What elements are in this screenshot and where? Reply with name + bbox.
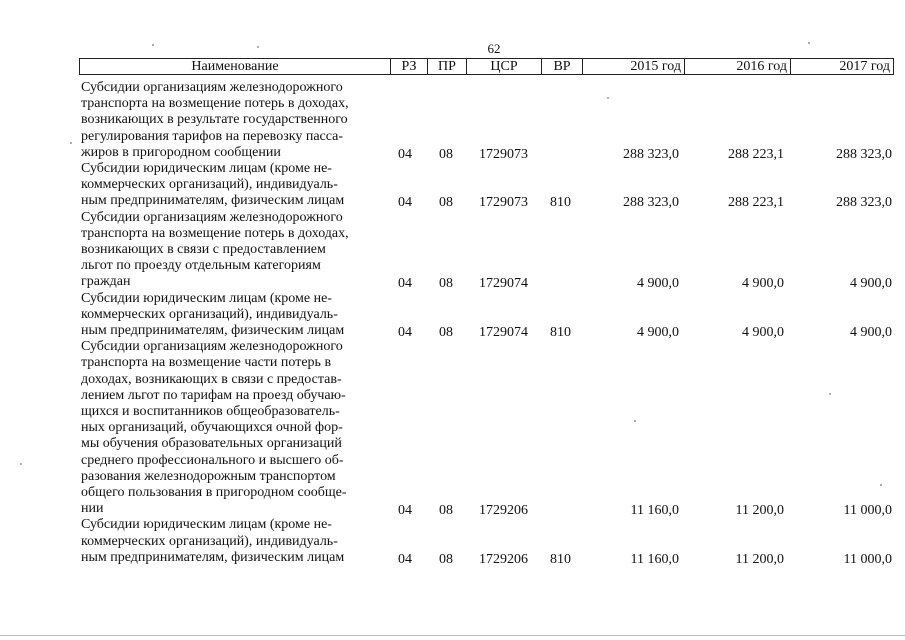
row-rz: 04 — [398, 276, 412, 292]
row-2016: 11 200,0 — [735, 551, 784, 567]
description-line: Субсидии организациям железнодорожного — [81, 339, 343, 355]
description-line: возникающих в связи с предоставлением — [81, 241, 326, 257]
row-vr: 810 — [550, 551, 571, 567]
row-pr: 08 — [439, 503, 453, 519]
row-2015: 11 160,0 — [630, 551, 679, 567]
scan-speck — [880, 484, 882, 486]
description-line: регулирования тарифов на перевозку пасса- — [81, 128, 344, 144]
scan-speck — [152, 44, 154, 46]
row-rz: 04 — [398, 324, 412, 340]
table-row — [81, 80, 894, 161]
description-line: ным предпринимателям, физическим лицам — [81, 549, 345, 565]
description-line: коммерческих организаций), индивидуаль- — [81, 177, 338, 193]
description-line: транспорта на возмещение потерь в доходах, — [81, 96, 349, 112]
description-line: Субсидии юридическим лицам (кроме не- — [81, 290, 332, 306]
row-rz: 04 — [398, 503, 412, 519]
description-line: транспорта на возмещение части потерь в — [81, 355, 332, 371]
row-2016: 4 900,0 — [742, 276, 784, 292]
scan-speck — [829, 393, 831, 395]
header-pr: ПР — [427, 59, 466, 74]
description-line: мы обучения образовательных организаций — [81, 436, 342, 452]
row-pr: 08 — [439, 324, 453, 340]
row-2015: 4 900,0 — [637, 324, 679, 340]
header-2016: 2016 год — [684, 59, 790, 74]
table-row — [81, 339, 894, 517]
row-2015: 11 160,0 — [630, 503, 679, 519]
row-2017: 288 323,0 — [836, 146, 892, 162]
description-line: разования железнодорожным транспортом — [81, 468, 336, 484]
scan-speck — [607, 97, 609, 99]
table-row — [81, 517, 894, 566]
scan-speck — [257, 46, 259, 48]
row-2017: 4 900,0 — [850, 276, 892, 292]
row-2016: 288 223,1 — [728, 146, 784, 162]
description-line: жиров в пригородном сообщении — [81, 144, 281, 160]
scan-speck — [70, 142, 72, 144]
description-line: транспорта на возмещение потерь в доходах, — [81, 225, 349, 241]
row-description — [81, 210, 387, 291]
scan-speck — [20, 463, 22, 465]
description-line: Субсидии организациям железнодорожного — [81, 209, 343, 225]
row-description — [81, 80, 387, 161]
row-2016: 4 900,0 — [742, 324, 784, 340]
row-csr: 1729073 — [479, 146, 528, 162]
description-line: коммерческих организаций), индивидуаль- — [81, 306, 338, 322]
description-line: общего пользования в пригородном сообще- — [81, 484, 347, 500]
row-pr: 08 — [439, 195, 453, 211]
description-line: граждан — [81, 274, 131, 290]
description-line: ным предпринимателям, физическим лицам — [81, 322, 345, 338]
description-line: нии — [81, 501, 104, 517]
row-2015: 4 900,0 — [637, 276, 679, 292]
row-2016: 11 200,0 — [735, 503, 784, 519]
row-vr: 810 — [550, 195, 571, 211]
row-description — [81, 339, 387, 517]
row-vr: 810 — [550, 324, 571, 340]
row-rz: 04 — [398, 551, 412, 567]
description-line: щихся и воспитанников общеобразователь- — [81, 403, 340, 419]
row-csr: 1729074 — [479, 276, 528, 292]
row-2017: 11 000,0 — [843, 551, 892, 567]
description-line: льгот по проезду отдельным категориям — [81, 258, 321, 274]
row-pr: 08 — [439, 146, 453, 162]
row-pr: 08 — [439, 551, 453, 567]
table-row — [81, 210, 894, 291]
row-csr: 1729206 — [479, 551, 528, 567]
description-line: ных организаций, обучающихся очной фор- — [81, 420, 343, 436]
table-header — [79, 58, 894, 75]
description-line: среднего профессионального и высшего об- — [81, 452, 344, 468]
description-line: Субсидии юридическим лицам (кроме не- — [81, 161, 332, 176]
row-rz: 04 — [398, 146, 412, 162]
row-description — [81, 291, 387, 340]
row-2017: 11 000,0 — [843, 503, 892, 519]
row-2017: 288 323,0 — [836, 195, 892, 211]
row-description — [81, 161, 387, 210]
header-name: Наименование — [191, 59, 279, 74]
scan-edge — [0, 635, 905, 636]
description-line: возникающих в результате государственного — [81, 112, 348, 128]
description-line: Субсидии организациям железнодорожного — [81, 80, 343, 95]
description-line: ным предпринимателям, физическим лицам — [81, 193, 345, 209]
header-csr: ЦСР — [466, 59, 541, 74]
scan-speck — [634, 420, 636, 422]
header-2015: 2015 год — [582, 59, 684, 74]
page-number: 62 — [487, 41, 501, 56]
row-csr: 1729073 — [479, 195, 528, 211]
table-row — [81, 291, 894, 340]
description-line: коммерческих организаций), индивидуаль- — [81, 533, 338, 549]
row-2015: 288 323,0 — [623, 195, 679, 211]
header-vr: ВР — [541, 59, 582, 74]
row-rz: 04 — [398, 195, 412, 211]
scan-speck — [808, 42, 810, 44]
description-line: лением льгот по тарифам на проезд обучаю- — [81, 387, 346, 403]
table-row — [81, 161, 894, 210]
header-rz: РЗ — [390, 59, 427, 74]
row-csr: 1729074 — [479, 324, 528, 340]
header-2017: 2017 год — [790, 59, 893, 74]
description-line: Субсидии юридическим лицам (кроме не- — [81, 517, 332, 533]
row-pr: 08 — [439, 276, 453, 292]
row-2016: 288 223,1 — [728, 195, 784, 211]
description-line: доходах, возникающих в связи с предостав- — [81, 371, 342, 387]
row-description — [81, 517, 387, 566]
row-2015: 288 323,0 — [623, 146, 679, 162]
row-csr: 1729206 — [479, 503, 528, 519]
row-2017: 4 900,0 — [850, 324, 892, 340]
